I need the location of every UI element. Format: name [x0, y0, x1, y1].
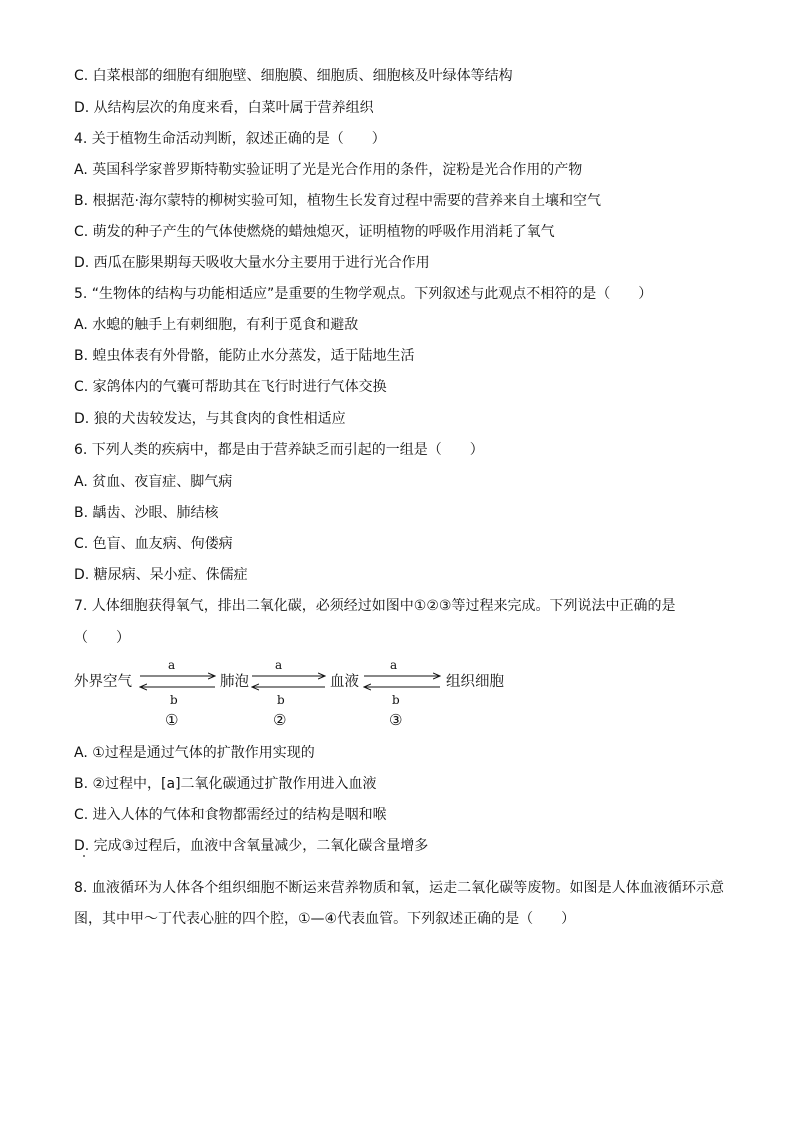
option-5c: C. 家鸽体内的气囊可帮助其在飞行时进行气体交换 [74, 379, 387, 395]
option-7b: B. ②过程中，[a]二氧化碳通过扩散作用进入血液 [74, 776, 377, 792]
question-6: 6. 下列人类的疾病中，都是由于营养缺乏而引起的一组是（ ） [74, 442, 484, 458]
step-3-marker: ③ [389, 711, 403, 729]
label-a-1: a [168, 658, 176, 672]
option-6c: C. 色盲、血友病、佝偻病 [74, 536, 233, 552]
question-4: 4. 关于植物生命活动判断，叙述正确的是（ ） [74, 131, 386, 147]
question-7-bracket: （ ） [74, 630, 130, 646]
node-external-air: 外界空气 [74, 674, 132, 690]
option-5b: B. 蝗虫体表有外骨骼，能防止水分蒸发，适于陆地生活 [74, 348, 415, 364]
option-7d: D. 完成③过程后，血液中含氧量减少，二氧化碳含量增多 [74, 838, 429, 854]
node-tissue-cells: 组织细胞 [446, 674, 504, 690]
option-6d: D. 糖尿病、呆小症、侏儒症 [74, 567, 248, 583]
node-alveoli: 肺泡 [220, 674, 249, 690]
node-blood: 血液 [330, 674, 359, 690]
option-4c: C. 萌发的种子产生的气体使燃烧的蜡烛熄灭，证明植物的呼吸作用消耗了氧气 [74, 224, 555, 240]
question-7: 7. 人体细胞获得氧气，排出二氧化碳，必须经过如图中①②③等过程来完成。下列说法中正确的是 [74, 598, 676, 614]
option-3c: C. 白菜根部的细胞有细胞壁、细胞膜、细胞质、细胞核及叶绿体等结构 [74, 68, 513, 84]
option-4d: D. 西瓜在膨果期每天吸收大量水分主要用于进行光合作用 [74, 255, 430, 271]
label-a-2: a [275, 658, 283, 672]
option-4a: A. 英国科学家普罗斯特勒实验证明了光是光合作用的条件，淀粉是光合作用的产物 [74, 162, 583, 178]
gas-exchange-diagram [70, 655, 530, 735]
stray-dot [83, 855, 85, 857]
label-b-3: b [392, 693, 400, 707]
diagram-arrows [70, 655, 530, 735]
option-3d: D. 从结构层次的角度来看，白菜叶属于营养组织 [74, 100, 374, 116]
label-b-2: b [277, 693, 285, 707]
option-5a: A. 水螅的触手上有刺细胞，有利于觅食和避敌 [74, 317, 359, 333]
option-4b: B. 根据范·海尔蒙特的柳树实验可知，植物生长发育过程中需要的营养来自土壤和空气 [74, 193, 601, 209]
option-7a: A. ①过程是通过气体的扩散作用实现的 [74, 745, 315, 761]
label-b-1: b [170, 693, 178, 707]
option-6a: A. 贫血、夜盲症、脚气病 [74, 474, 233, 490]
question-5: 5. “生物体的结构与功能相适应”是重要的生物学观点。下列叙述与此观点不相符的是（ ） [74, 286, 653, 302]
step-1-marker: ① [165, 711, 179, 729]
option-6b: B. 龋齿、沙眼、肺结核 [74, 505, 219, 521]
label-a-3: a [390, 658, 398, 672]
question-8: 8. 血液循环为人体各个组织细胞不断运来营养物质和氧，运走二氧化碳等废物。如图是人体血液循环示意图，其中甲～丁代表心脏的四个腔，①—④代表血管。下列叙述正确的是（ ） [74, 880, 724, 927]
option-5d: D. 狼的犬齿较发达，与其食肉的食性相适应 [74, 411, 346, 427]
step-2-marker: ② [273, 711, 287, 729]
option-7c: C. 进入人体的气体和食物都需经过的结构是咽和喉 [74, 807, 387, 823]
